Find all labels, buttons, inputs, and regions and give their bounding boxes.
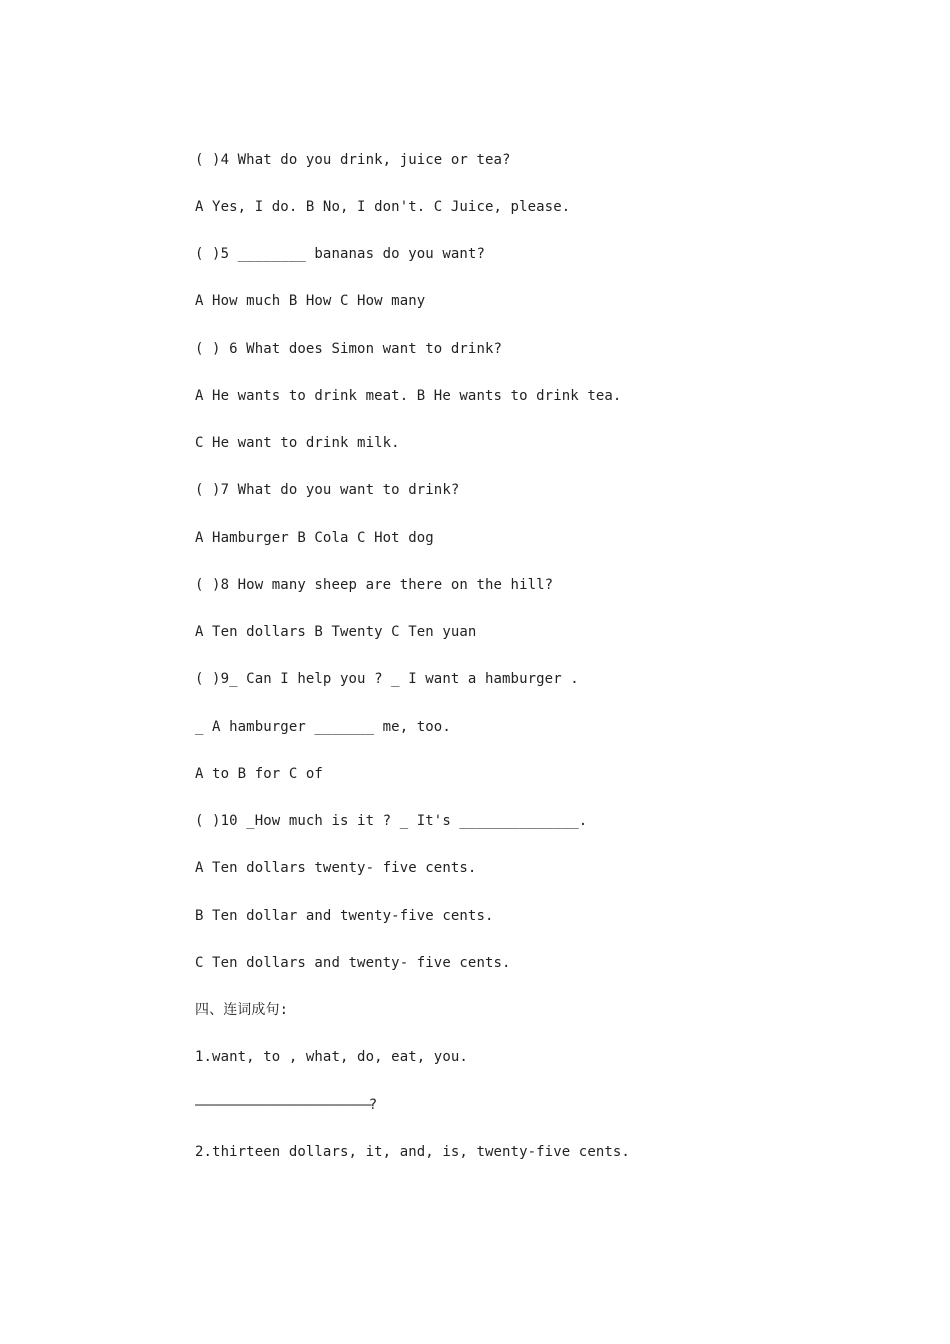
question-10: ( )10 _How much is it ? _ It's ______________. [195,813,588,829]
question-8: ( )8 How many sheep are there on the hill? [195,577,554,593]
question-9-continuation: _ A hamburger _______ me, too. [195,719,451,735]
question-10-option-c: C Ten dollars and twenty- five cents. [195,955,511,971]
question-6: ( ) 6 What does Simon want to drink? [195,341,503,357]
question-7: ( )7 What do you want to drink? [195,482,460,498]
question-5-options: A How much B How C How many [195,293,426,309]
question-7-options: A Hamburger B Cola C Hot dog [195,530,434,546]
answer-line-1: ————————————————————————————————? [195,1097,375,1113]
question-6-option-c: C He want to drink milk. [195,435,400,451]
question-9: ( )9_ Can I help you ? _ I want a hamburger . [195,671,579,687]
sentence-2-words: 2.thirteen dollars, it, and, is, twenty-five cents. [195,1144,630,1160]
question-10-option-b: B Ten dollar and twenty-five cents. [195,908,494,924]
question-8-options: A Ten dollars B Twenty C Ten yuan [195,624,477,640]
question-5: ( )5 ________ bananas do you want? [195,246,485,262]
sentence-1-words: 1.want, to , what, do, eat, you. [195,1049,468,1065]
section-heading: 四、连词成句: [195,1002,289,1018]
question-4: ( )4 What do you drink, juice or tea? [195,152,511,168]
question-4-options: A Yes, I do. B No, I don't. C Juice, please. [195,199,571,215]
question-10-option-a: A Ten dollars twenty- five cents. [195,860,477,876]
question-9-options: A to B for C of [195,766,323,782]
question-6-options-ab: A He wants to drink meat. B He wants to drink tea. [195,388,622,404]
